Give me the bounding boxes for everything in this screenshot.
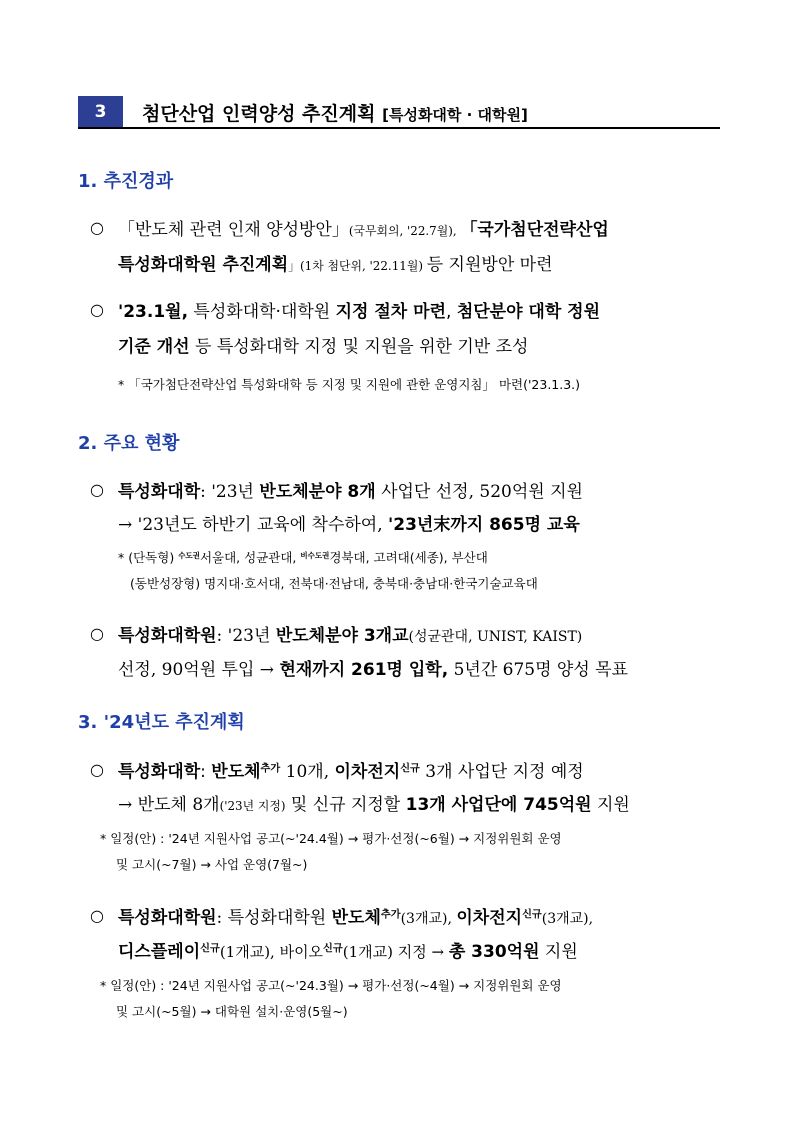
s3-note1b: 및 고시(~7월) → 사업 운영(7월~) bbox=[116, 857, 308, 872]
s2-note2: (동반성장형) 명지대·호서대, 전북대·전남대, 충북대·충남대·한국기술교육대 bbox=[130, 576, 538, 591]
section-heading-3: 3. '24년도 추진계획 bbox=[78, 712, 245, 733]
s3-bullet2-line1: 특성화대학원: 특성화대학원 반도체$^{추가}$(3개교), 이차전지$^{신규}$(3개교), bbox=[118, 908, 594, 928]
s3-bullet1-line1: 특성화대학: 반도체$^{추가}$ 10개, 이차전지$^{신규}$ 3개 사업단 지정 예정 bbox=[118, 762, 584, 782]
s1-bullet2-line2: 기준 개선 등 특성화대학 지정 및 지원을 위한 기반 조성 bbox=[118, 337, 529, 357]
bullet-icon: ○ bbox=[90, 480, 104, 499]
s2-bullet1-line1: 특성화대학: '23년 반도체분야 8개 사업단 선정, 520억원 지원 bbox=[118, 482, 583, 502]
bullet-icon: ○ bbox=[90, 300, 104, 319]
page-title: 첨단산업 인력양성 추진계획 [특성화대학 · 대학원] bbox=[142, 103, 528, 125]
section-heading-2: 2. 주요 현황 bbox=[78, 433, 180, 454]
s1-bullet1-line2: 특성화대학원 추진계획」(1차 첨단위, '22.11월) 등 지원방안 마련 bbox=[118, 255, 553, 275]
s2-bullet2-line1: 특성화대학원: '23년 반도체분야 3개교(성균관대, UNIST, KAIST) bbox=[118, 626, 583, 646]
s3-bullet1-line2: → 반도체 8개('23년 지정) 및 신규 지정할 13개 사업단에 745억원 지원 bbox=[118, 795, 630, 815]
s2-bullet2-line2: 선정, 90억원 투입 → 현재까지 261명 입학, 5년간 675명 양성 목표 bbox=[118, 660, 629, 680]
bullet-icon: ○ bbox=[90, 218, 104, 237]
s1-note: * 「국가첨단전략산업 특성화대학 등 지정 및 지원에 관한 운영지침」 마련('23.1.3.) bbox=[118, 377, 581, 392]
s3-note2b: 및 고시(~5월) → 대학원 설치·운영(5월~) bbox=[116, 1004, 348, 1019]
s2-bullet1-line2: → '23년도 하반기 교육에 착수하여, '23년末까지 865명 교육 bbox=[118, 515, 580, 535]
section-number-box: 3 bbox=[78, 96, 123, 127]
bullet-icon: ○ bbox=[90, 624, 104, 643]
section-heading-1: 1. 추진경과 bbox=[78, 171, 174, 192]
s1-bullet2-line1: '23.1월, 특성화대학·대학원 지정 절차 마련, 첨단분야 대학 정원 bbox=[118, 302, 601, 322]
s1-bullet1-line1: 「반도체 관련 인재 양성방안」(국무회의, '22.7월), 「국가첨단전략산업 bbox=[118, 220, 609, 240]
title-rule bbox=[78, 127, 720, 129]
bullet-icon: ○ bbox=[90, 906, 104, 925]
s2-note1: * (단독형) $^{수도권}$서울대, 성균관대, $^{비수도권}$경북대, 고려대(세종), 부산대 bbox=[118, 550, 488, 565]
bullet-icon: ○ bbox=[90, 760, 104, 779]
s3-bullet2-line2: 디스플레이$^{신규}$(1개교), 바이오$^{신규}$(1개교) 지정 → 총 330억원 지원 bbox=[118, 942, 578, 962]
s3-note1a: * 일정(안) : '24년 지원사업 공고(~'24.4월) → 평가·선정(~6월) → 지정위원회 운영 bbox=[100, 831, 562, 846]
s3-note2a: * 일정(안) : '24년 지원사업 공고(~'24.3월) → 평가·선정(~4월) → 지정위원회 운영 bbox=[100, 978, 562, 993]
